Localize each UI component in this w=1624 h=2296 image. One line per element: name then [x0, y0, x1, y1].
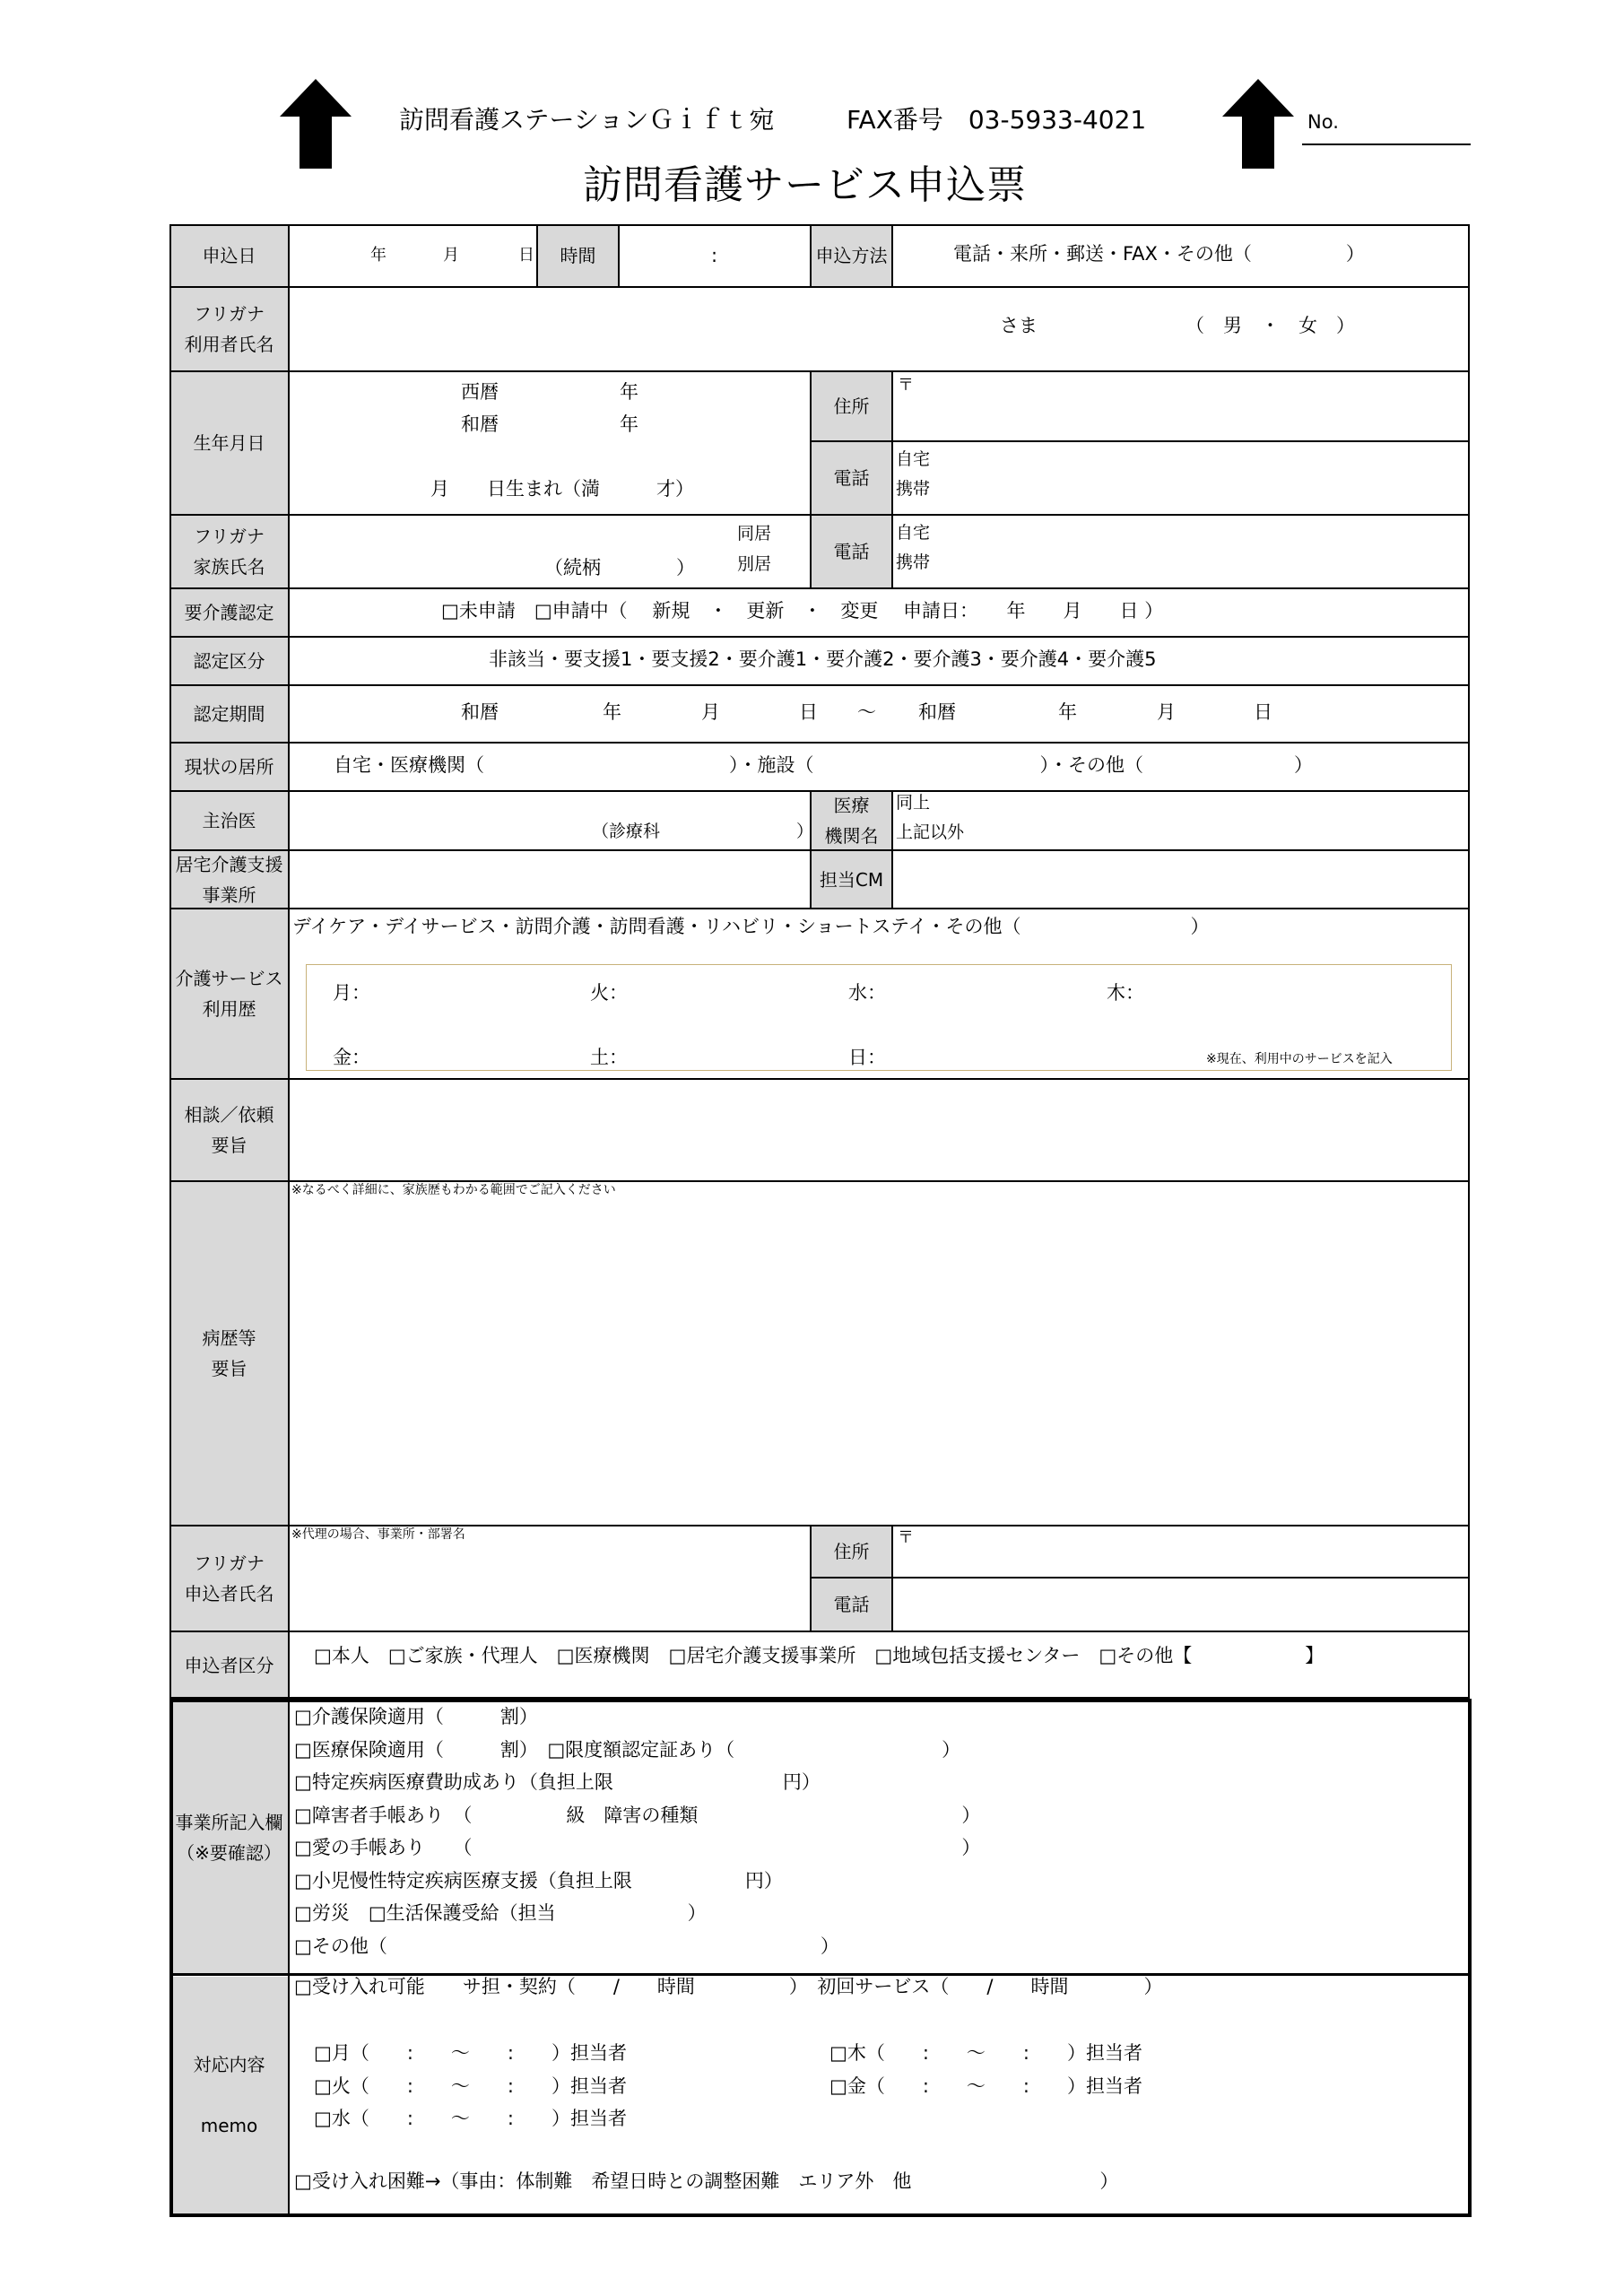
label-address: 住所	[812, 372, 891, 440]
gender-options: （ 男 ・ 女 ）	[1185, 315, 1355, 336]
period-start-wareki: 和暦	[461, 701, 499, 723]
residence-options: 自宅・医療機関（ ）・施設（ ）・その他（ ）	[334, 754, 1313, 776]
office-line-7: □労災 □生活保護受給（担当 ）	[294, 1902, 707, 1924]
label-cert-period: 認定期間	[170, 686, 288, 742]
label-applicant-address: 住所	[812, 1526, 891, 1577]
day-sat: 土：	[590, 1047, 628, 1068]
applicant-type-options: □本人 □ご家族・代理人 □医療機関 □居宅介護支援事業所 □地域包括支援センター □その他【 】	[314, 1645, 1324, 1666]
fax-number: FAX番号 03-5933-4021	[847, 105, 1147, 135]
label-applicant: フリガナ 申込者氏名	[170, 1526, 288, 1631]
label-family-phone: 電話	[812, 516, 891, 587]
day-fri: 金：	[333, 1047, 370, 1068]
period-end-day: 日	[1254, 701, 1272, 723]
label-time: 時間	[538, 225, 618, 286]
response-thu: □木（ : ～ : ）担当者	[829, 2042, 1142, 2064]
date-month-label: 月	[443, 246, 459, 265]
label-history: 病歴等 要旨	[170, 1182, 288, 1525]
family-mobile-phone-label: 携帯	[896, 552, 931, 572]
response-tue: □火（ : ～ : ）担当者	[314, 2075, 627, 2097]
wareki-year-label: 年	[620, 413, 638, 435]
page-title: 訪問看護サービス申込票	[583, 162, 1027, 208]
up-arrow-icon	[280, 79, 352, 169]
office-line-5: □愛の手帳あり （ ）	[294, 1837, 981, 1858]
label-cert-class: 認定区分	[170, 638, 288, 684]
response-wed: □水（ : ～ : ）担当者	[314, 2108, 627, 2129]
period-end-month: 月	[1157, 701, 1176, 723]
relation-label: （続柄 ）	[544, 557, 695, 578]
station-name: 訪問看護ステーションＧｉｆｔ宛	[399, 105, 775, 135]
period-start-year: 年	[603, 701, 621, 723]
response-accept: □受け入れ可能 サ担・契約（ / 時間 ） 初回サービス（ / 時間 ）	[294, 1976, 1163, 1997]
label-apply-method: 申込方法	[812, 225, 891, 286]
period-end-wareki: 和暦	[918, 701, 956, 723]
date-year-label: 年	[370, 246, 386, 265]
office-line-6: □小児慢性特定疾病医療支援（負担上限 円）	[294, 1870, 783, 1892]
honorific-sama: さま	[1000, 315, 1038, 336]
department-label: （診療科 ）	[592, 822, 814, 841]
apply-method-options: 電話・来所・郵送・FAX・その他（ ）	[953, 243, 1365, 265]
label-applicant-type: 申込者区分	[170, 1632, 288, 1699]
label-applicant-phone: 電話	[812, 1578, 891, 1631]
applicant-postal-mark: 〒	[898, 1528, 914, 1547]
mobile-phone-label: 携帯	[896, 479, 931, 499]
response-fri: □金（ : ～ : ）担当者	[829, 2075, 1142, 2097]
label-consult: 相談／依頼 要旨	[170, 1080, 288, 1180]
label-doctor: 主治医	[170, 792, 288, 849]
period-start-month: 月	[701, 701, 720, 723]
response-mon: □月（ : ～ : ）担当者	[314, 2042, 627, 2064]
care-cert-status: □未申請 □申請中（ 新規 ・ 更新 ・ 変更 申請日： 年 月 日 ）	[441, 600, 1164, 622]
label-phone: 電話	[812, 442, 891, 514]
label-birth: 生年月日	[170, 372, 288, 514]
office-line-4: □障害者手帳あり （ 級 障害の種類 ）	[294, 1805, 981, 1826]
period-start-day: 日	[799, 701, 818, 723]
day-mon: 月：	[333, 982, 370, 1004]
time-colon: :	[711, 245, 718, 266]
label-care-manager: 担当CM	[812, 851, 891, 908]
seireki-year-label: 年	[620, 381, 638, 403]
service-options: デイケア・デイサービス・訪問介護・訪問看護・リハビリ・ショートステイ・その他（ ）	[292, 916, 1210, 937]
office-line-3: □特定疾病医療費助成あり（負担上限 円）	[294, 1771, 821, 1793]
label-user-name: フリガナ 利用者氏名	[170, 288, 288, 370]
home-phone-label: 自宅	[896, 449, 931, 469]
office-line-1: □介護保険適用（ 割）	[294, 1706, 538, 1727]
day-sun: 日：	[848, 1047, 886, 1068]
label-medical-institution: 医療 機関名	[812, 792, 891, 849]
label-care-service: 介護サービス 利用歴	[170, 909, 288, 1078]
number-field-line[interactable]	[1302, 144, 1471, 145]
other-than-above-label: 上記以外	[896, 822, 965, 842]
period-end-year: 年	[1058, 701, 1077, 723]
period-tilde: ～	[857, 701, 876, 723]
office-line-2: □医療保険適用（ 割） □限度額認定証あり（ ）	[294, 1739, 961, 1761]
history-note: ※なるべく詳細に、家族歴もわかる範囲でご記入ください	[291, 1183, 616, 1197]
family-home-phone-label: 自宅	[896, 523, 931, 543]
seireki-label: 西暦	[461, 381, 499, 403]
form-border	[169, 224, 1470, 1699]
cohabit-label: 同居	[737, 524, 772, 544]
separate-label: 別居	[737, 554, 772, 574]
office-line-8: □その他（ ）	[294, 1935, 839, 1957]
wareki-label: 和暦	[461, 413, 499, 435]
response-difficult: □受け入れ困難→（事由：体制難 希望日時との調整困難 エリア外 他 ）	[294, 2170, 1119, 2192]
date-day-label: 日	[518, 246, 534, 265]
proxy-note: ※代理の場合、事業所・部署名	[291, 1527, 465, 1542]
label-residence: 現状の居所	[170, 744, 288, 790]
same-as-above-label: 同上	[896, 793, 931, 813]
label-apply-date: 申込日	[170, 225, 288, 286]
day-thu: 木：	[1107, 982, 1144, 1004]
birth-month-day-age: 月 日生まれ（満 才）	[430, 478, 694, 500]
postal-mark: 〒	[898, 376, 914, 395]
label-care-cert: 要介護認定	[170, 589, 288, 636]
up-arrow-icon	[1222, 79, 1294, 169]
day-tue: 火：	[590, 982, 628, 1004]
label-family-name: フリガナ 家族氏名	[170, 516, 288, 587]
cert-class-options: 非該当・要支援1・要支援2・要介護1・要介護2・要介護3・要介護4・要介護5	[489, 648, 1157, 670]
label-office-entry: 事業所記入欄 （※要確認）	[170, 1702, 288, 1973]
service-note: ※現在、利用中のサービスを記入	[1206, 1052, 1393, 1066]
number-label: No.	[1307, 111, 1339, 133]
day-wed: 水：	[848, 982, 886, 1004]
label-cm-office: 居宅介護支援 事業所	[170, 851, 288, 908]
label-response: 対応内容 memo	[170, 1977, 288, 2213]
